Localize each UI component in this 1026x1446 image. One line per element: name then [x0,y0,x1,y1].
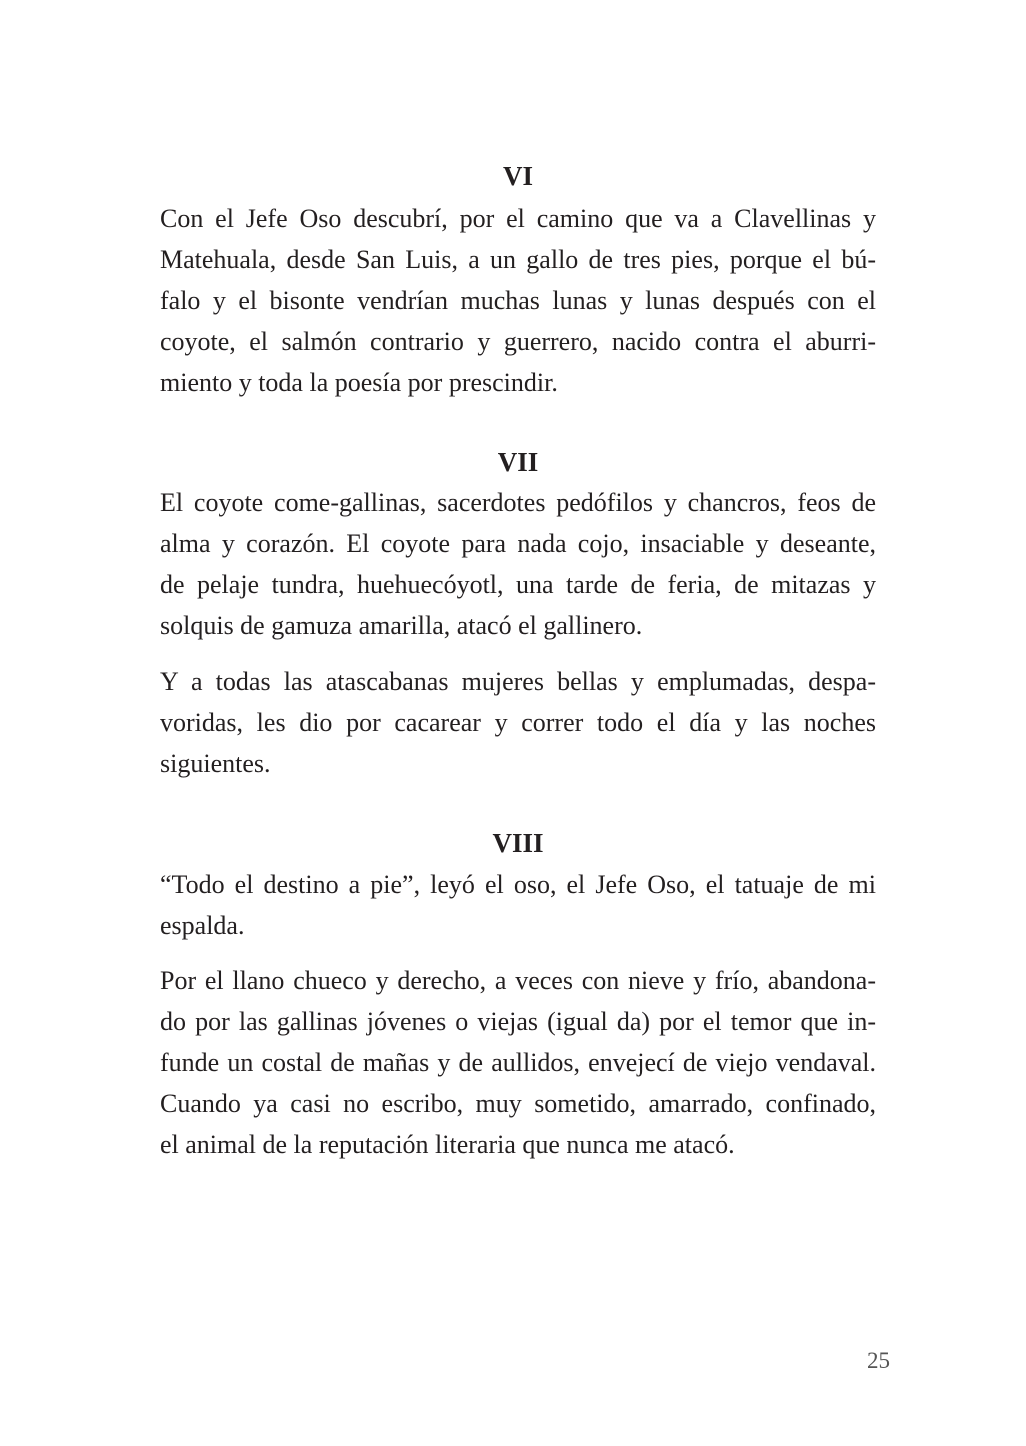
text-line: alma y corazón. El coyote para nada cojo, insaciable y deseante, [160,529,876,558]
section-vii-paragraph-2 [160,661,876,784]
text-line: voridas, les dio por cacarear y correr todo el día y las noches [160,708,876,737]
text-line: el animal de la reputación literaria que nunca me atacó. [160,1130,735,1159]
section-heading-vii: VII [497,447,539,477]
section-viii-paragraph-1 [160,864,876,946]
section-heading-vi: VI [502,161,533,191]
text-line: de pelaje tundra, huehuecóyotl, una tarde de feria, de mitazas y [160,570,876,599]
text-line: coyote, el salmón contrario y guerrero, nacido contra el aburri- [160,327,876,356]
section-vii-paragraph-1 [160,482,876,646]
page-number: 25 [867,1348,890,1373]
text-line: El coyote come-gallinas, sacerdotes pedófilos y chancros, feos de [160,488,876,517]
text-line: siguientes. [160,749,271,778]
section-viii-paragraph-2 [160,960,876,1165]
text-line: Matehuala, desde San Luis, a un gallo de tres pies, porque el bú- [160,245,876,274]
text-line: Por el llano chueco y derecho, a veces con nieve y frío, abandona- [160,966,876,995]
text-line: “Todo el destino a pie”, leyó el oso, el Jefe Oso, el tatuaje de mi [160,870,876,899]
text-line: do por las gallinas jóvenes o viejas (igual da) por el temor que in- [160,1007,876,1036]
text-line: espalda. [160,911,245,940]
text-line: falo y el bisonte vendrían muchas lunas y lunas después con el [160,286,876,315]
text-line: Cuando ya casi no escribo, muy sometido, amarrado, confinado, [160,1089,876,1118]
text-line: miento y toda la poesía por prescindir. [160,368,558,397]
text-line: Con el Jefe Oso descubrí, por el camino que va a Clavellinas y [160,204,876,233]
section-heading-viii: VIII [492,828,544,858]
text-line: Y a todas las atascabanas mujeres bellas y emplumadas, despa- [160,667,876,696]
text-line: solquis de gamuza amarilla, atacó el gallinero. [160,611,643,640]
section-vi-paragraph [160,198,876,403]
text-line: funde un costal de mañas y de aullidos, envejecí de viejo vendaval. [160,1048,876,1077]
